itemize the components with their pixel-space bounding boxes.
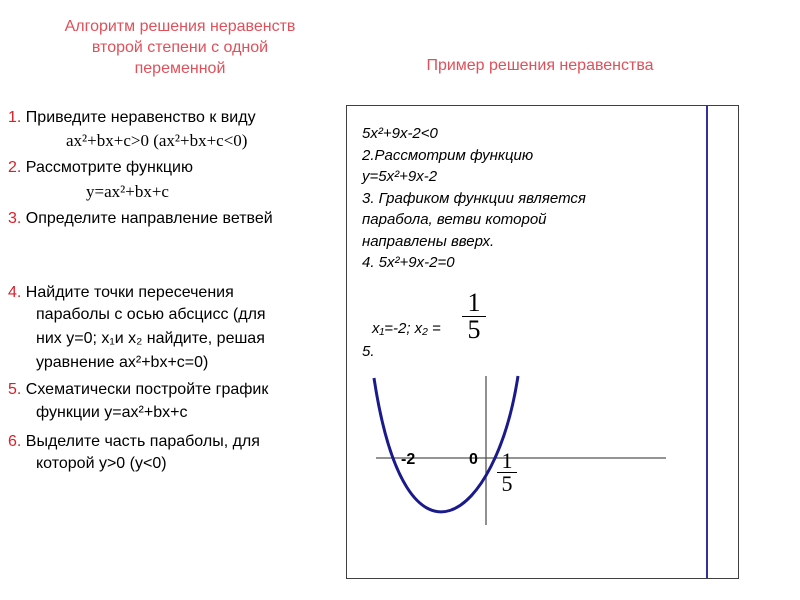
step-6-line2: которой y>0 (y<0) bbox=[36, 455, 167, 472]
example-line5: парабола, ветви которой bbox=[362, 211, 547, 228]
left-title-line1: Алгоритм решения неравенств bbox=[64, 18, 296, 35]
step-2-text: Рассмотрите функцию bbox=[25, 159, 193, 176]
step-4-number: 4. bbox=[8, 284, 22, 301]
step-2-number: 2. bbox=[8, 159, 22, 176]
example-line6: направлены вверх. bbox=[362, 232, 495, 250]
example-fraction-numerator: 1 bbox=[467, 288, 481, 317]
step-5 bbox=[8, 380, 268, 426]
step-6-number: 6. bbox=[8, 433, 22, 450]
left-title-line3: переменной bbox=[134, 60, 226, 77]
graph-fraction-numerator: 1 bbox=[501, 448, 513, 473]
example-roots: x₁=-2; x₂ = bbox=[372, 320, 441, 337]
step-1-text: Приведите неравенство к виду bbox=[25, 109, 256, 126]
step-1-number: 1. bbox=[8, 109, 22, 126]
step-5-line1: Схематически постройте график bbox=[25, 381, 269, 398]
label-neg2: -2 bbox=[401, 451, 416, 468]
step-5-line2: функции y=ax²+bx+c bbox=[36, 404, 188, 421]
step-2 bbox=[8, 158, 193, 178]
example-line2: 2.Рассмотрим функцию bbox=[362, 146, 534, 164]
left-title-line2: второй степени с одной bbox=[91, 39, 269, 56]
step-4 bbox=[8, 283, 266, 375]
step-1 bbox=[8, 108, 256, 128]
example-step5: 5. bbox=[362, 343, 375, 360]
example-line1: 5x²+9x-2<0 bbox=[362, 125, 438, 142]
step-3-number: 3. bbox=[8, 210, 22, 227]
example-fraction-denominator: 5 bbox=[462, 316, 486, 343]
step-3-text: Определите направление ветвей bbox=[25, 210, 273, 227]
step-5-number: 5. bbox=[8, 381, 22, 398]
step-6-line1: Выделите часть параболы, для bbox=[25, 433, 260, 450]
example-line7: 4. 5x²+9x-2=0 bbox=[362, 254, 455, 271]
graph-fraction bbox=[497, 450, 517, 495]
step-4-line1: Найдите точки пересечения bbox=[25, 284, 234, 301]
step-1-formula: ax²+bx+c>0 (ax²+bx+c<0) bbox=[66, 131, 248, 150]
left-title bbox=[20, 16, 340, 79]
step-4-line2: параболы с осью абсцисс (для bbox=[36, 306, 266, 323]
parabola-graph bbox=[346, 360, 706, 560]
example-fraction bbox=[462, 290, 486, 343]
example-line4: 3. Графиком функции является bbox=[362, 189, 586, 207]
step-4-line4: уравнение ax²+bx+c=0) bbox=[36, 354, 209, 371]
step-2-formula: y=ax²+bx+c bbox=[86, 182, 169, 201]
graph-fraction-denominator: 5 bbox=[497, 472, 517, 495]
step-4-line3: них y=0; x₁и x₂ найдите, решая bbox=[36, 330, 265, 347]
panel-right-line bbox=[706, 106, 708, 578]
example-line3: y=5x²+9x-2 bbox=[362, 168, 438, 185]
example-text bbox=[362, 123, 586, 274]
step-6 bbox=[8, 432, 260, 476]
step-3 bbox=[8, 209, 273, 229]
right-title: Пример решения неравенства bbox=[426, 57, 654, 74]
label-zero: 0 bbox=[469, 451, 478, 468]
